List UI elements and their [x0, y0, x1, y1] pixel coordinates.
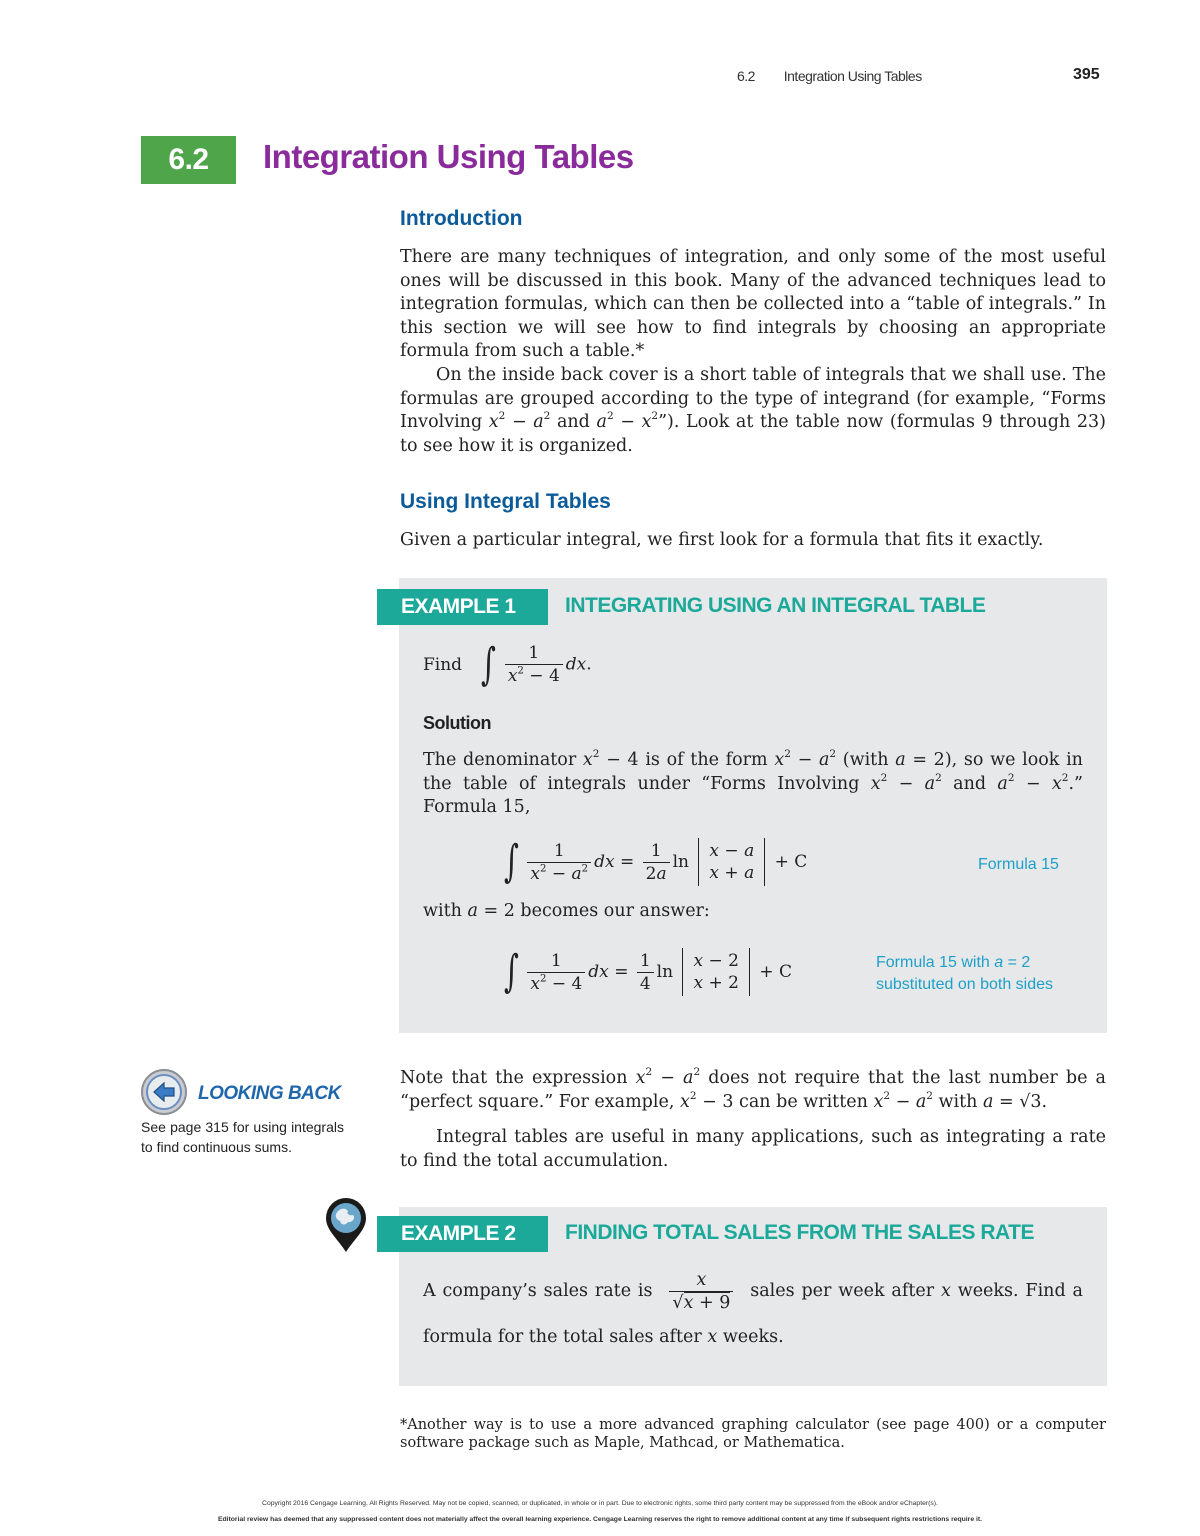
- footnote: *Another way is to use a more advanced graphing calculator (see page 400) or a computer software package such as Maple, Mathcad, or Mathematica.: [400, 1417, 1106, 1451]
- formula-15-substituted-note: Formula 15 with a = 2 substituted on both sides: [876, 954, 1054, 993]
- formula-15-note: Formula 15: [978, 856, 1059, 873]
- looking-back-text: See page 315 for using integrals to find continuous sums.: [141, 1119, 344, 1155]
- section-title: Integration Using Tables: [263, 138, 634, 175]
- introduction-paragraph-2: On the inside back cover is a short table of integrals that we shall use. The formulas are grouped according to the type of integrand (for example, “Forms Involving $x^2 - a^2$ and $a^2$ − $x^2$”). Look at the table now (formulas 9 through 23) to see how it is organized.: [400, 365, 1106, 456]
- running-header-section: [737, 68, 922, 84]
- page-number: 395: [1073, 66, 1100, 83]
- example-2-problem: A company’s sales rate is $\frac{x}{√x + 9}$ sales per week after x weeks. Find a formula for the total sales after x weeks.: [423, 1270, 1083, 1347]
- introduction-heading: Introduction: [400, 207, 523, 230]
- header-section-num: 6.2: [737, 68, 755, 84]
- introduction-paragraph-1: There are many techniques of integration, and only some of the most useful ones will be discussed in this book. Many of the advanced techniques lead to integration formulas, which can then be collected into a “table of integrals.” In this section we will see how to find integrals by choosing an appropriate formula from such a table.*: [400, 247, 1106, 361]
- using-tables-paragraph: Given a particular integral, we first look for a formula that fits it exactly.: [400, 530, 1044, 550]
- looking-back-arrow-icon: [140, 1068, 188, 1116]
- globe-marker-icon: [323, 1196, 369, 1254]
- example-1-label: EXAMPLE 1: [377, 589, 548, 625]
- example-2-label: EXAMPLE 2: [377, 1216, 548, 1252]
- section-badge: 6.2: [141, 136, 236, 184]
- note-paragraph: Note that the expression $x^2 - a^2$ does not require that the last number be a “perfect square.” For example, $x^2 - 3$ can be written $x^2 - a^2$ with a = √3.: [400, 1066, 1106, 1112]
- using-tables-heading: Using Integral Tables: [400, 490, 611, 513]
- example-1-solution-text: The denominator $x^2 - 4$ is of the form $x^2 - a^2$ (with a = 2), so we look in the table of integrals under “Forms Involving $x^2 - a^2$ and $a^2 - x^2$.” Formula 15,: [423, 748, 1083, 817]
- copyright-line-2: Editorial review has deemed that any suppressed content does not materially affect the overall learning experience. Cengage Learning reserves the right to remove additional content at any time if subsequent rights restrictions require it.: [217, 1516, 983, 1523]
- example-1-problem: Find ∫ $\frac{1}{x^2 - 4}$ dx.: [423, 638, 592, 690]
- formula-15-equation: ∫ $\frac{1}{x^2 - a^2}$ dx = $\frac{1}{2a}$ ln x − a x + a + C: [504, 836, 808, 887]
- example-2-title: FINDING TOTAL SALES FROM THE SALES RATE: [565, 1221, 1034, 1244]
- example-1-solution-heading: Solution: [423, 713, 491, 733]
- example-1-title: INTEGRATING USING AN INTEGRAL TABLE: [565, 594, 986, 617]
- looking-back-title: LOOKING BACK: [198, 1083, 341, 1104]
- example-1-with-line: with a = 2 becomes our answer:: [423, 901, 710, 921]
- copyright-line-1: Copyright 2016 Cengage Learning. All Rights Reserved. May not be copied, scanned, or duplicated, in whole or in part. Due to electronic rights, some third party content may be suppressed from the eBook and/or eChapter(s).: [262, 1500, 938, 1507]
- header-section-name: Integration Using Tables: [783, 68, 922, 84]
- example-1-answer-equation: ∫ $\frac{1}{x^2 - 4}$ dx = $\frac{1}{4}$ ln x − 2 x + 2 + C: [504, 946, 792, 997]
- integral-tables-paragraph: Integral tables are useful in many applications, such as integrating a rate to find the total accumulation.: [400, 1127, 1106, 1171]
